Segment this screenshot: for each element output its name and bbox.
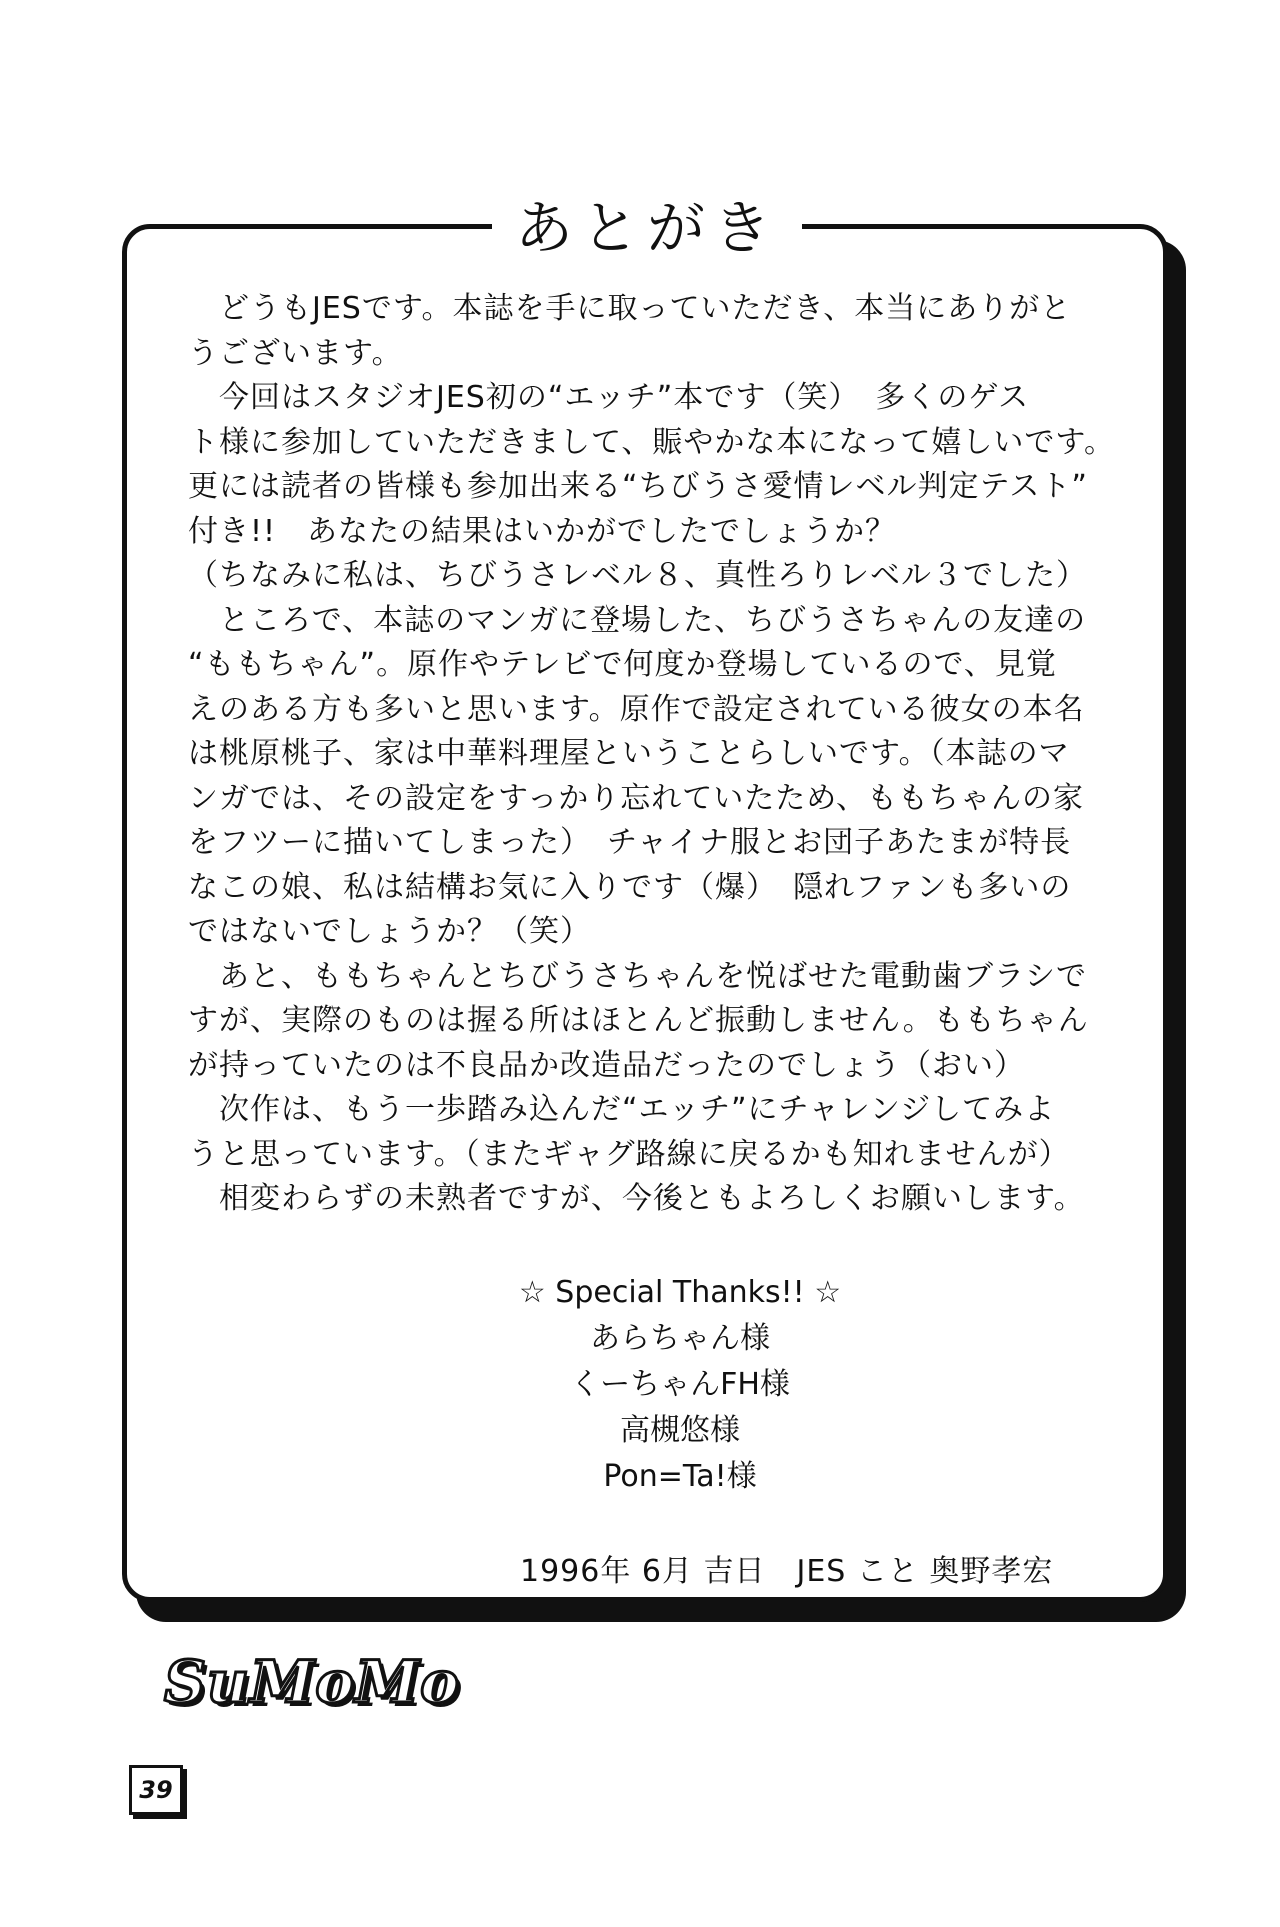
thanks-name: Pon=Ta!様: [603, 1459, 757, 1494]
thanks-name: 高槻悠様: [620, 1413, 740, 1448]
body-line: 相変わらずの未熟者ですが、今後ともよろしくお願いします。: [188, 1181, 1085, 1216]
body-line: をフツーに描いてしまった） チャイナ服とお団子あたまが特長: [188, 825, 1072, 860]
body-line: は桃原桃子、家は中華料理屋ということらしいです。（本誌のマ: [188, 736, 1070, 771]
sumomo-logo: SuMoMo: [164, 1648, 460, 1716]
body-line: うと思っています。（またギャグ路線に戻るかも知れませんが）: [188, 1136, 1070, 1172]
special-thanks-heading: ☆ Special Thanks!! ☆: [518, 1275, 842, 1310]
body-line: が持っていたのは不良品か改造品だったのでしょう（おい）: [188, 1047, 1025, 1083]
body-line: えのある方も多いと思います。原作で設定されている彼女の本名: [188, 691, 1085, 727]
body-line: うございます。: [188, 335, 403, 371]
body-line: 今回はスタジオJES初の“エッチ”本です（笑） 多くのゲス: [188, 380, 1030, 415]
body-line: 付き!! あなたの結果はいかがでしたでしょうか？: [188, 513, 897, 549]
body-line: なこの娘、私は結構お気に入りです（爆） 隠れファンも多いの: [188, 869, 1072, 905]
body-line: どうもJESです。本誌を手に取っていただき、本当にありがと: [188, 291, 1072, 326]
body-line: ところで、本誌のマンガに登場した、ちびうさちゃんの友達の: [188, 602, 1087, 638]
signature-date: 1996年 6月 吉日 JES こと 奥野孝宏: [520, 1554, 1054, 1589]
title-box: [492, 168, 802, 278]
body-line: すが、実際のものは握る所はほとんど振動しません。ももちゃん: [188, 1003, 1089, 1038]
body-line: ンガでは、その設定をすっかり忘れていたため、ももちゃんの家: [188, 780, 1084, 816]
body-line: あと、ももちゃんとちびうさちゃんを悦ばせた電動歯ブラシで: [188, 958, 1087, 994]
body-line: （ちなみに私は、ちびうさレベル８、真性ろりレベル３でした）: [188, 558, 1087, 593]
page-title: あとがき: [514, 194, 779, 262]
body-line: 次作は、もう一歩踏み込んだ“エッチ”にチャレンジしてみよ: [188, 1092, 1056, 1127]
thanks-name: くーちゃんFH様: [570, 1367, 790, 1402]
body-line: ト様に参加していただきまして、賑やかな本になって嬉しいです。: [188, 424, 1115, 460]
page-number: 39: [129, 1765, 183, 1815]
special-thanks: [470, 1270, 890, 1500]
thanks-name: あらちゃん様: [590, 1321, 770, 1356]
body-line: ではないでしょうか？（笑）: [188, 914, 591, 949]
afterword-body: [188, 287, 1118, 1222]
body-line: “ももちゃん”。原作やテレビで何度か登場しているので、見覚: [188, 647, 1057, 682]
body-line: 更には読者の皆様も参加出来る“ちびうさ愛情レベル判定テスト”: [188, 469, 1088, 504]
